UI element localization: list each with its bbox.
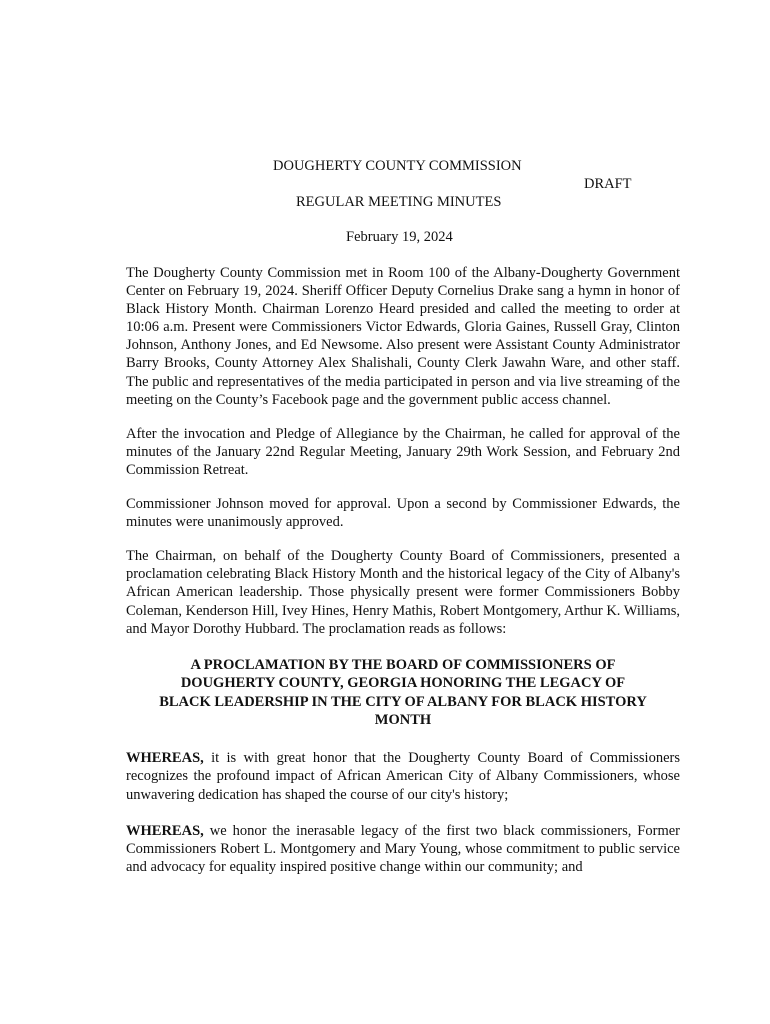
paragraph-approval: Commissioner Johnson moved for approval. Upon a second by Commissioner Edwards, the minutes were unanimously approved.: [126, 496, 680, 531]
whereas-clause: [126, 822, 680, 876]
paragraph-invocation: After the invocation and Pledge of Allegiance by the Chairman, he called for approval of the minutes of the January 22nd Regular Meeting, January 29th Work Session, and February 2nd Commission Retreat.: [126, 425, 680, 478]
paragraph-proclamation-intro: The Chairman, on behalf of the Dougherty County Board of Commissioners, presented a proclamation celebrating Black History Month and the historical legacy of the City of Albany's African American leadership. Those physically present were former Commissioners Bobby Coleman, Kenderson Hill, Ivey Hines, Henry Mathis, Robert Montgomery, Arthur K. Williams, and Mayor Dorothy Hubbard. The proclamation reads as follows:: [126, 548, 680, 637]
whereas-text: we honor the inerasable legacy of the first two black commissioners, Former Commissioners Robert L. Montgomery and Mary Young, whose commitment to public service and advocacy for equality inspired positive change within our community; and: [126, 822, 680, 875]
whereas-keyword: WHEREAS,: [126, 750, 204, 767]
document-title: DOUGHERTY COUNTY COMMISSION: [273, 158, 522, 174]
whereas-text: it is with great honor that the Dougherty County Board of Commissioners recognizes the profound impact of African American City of Albany Commissioners, whose unwavering dedication has shaped the course of our city's history;: [126, 750, 680, 803]
paragraph-attendance: The Dougherty County Commission met in Room 100 of the Albany-Dougherty Government Center on February 19, 2024. Sheriff Officer Deputy Cornelius Drake sang a hymn in honor of Black History Month. Chairman Lorenzo Heard presided and called the meeting to order at 10:06 a.m. Present were Commissioners Victor Edwards, Gloria Gaines, Russell Gray, Clinton Johnson, Anthony Jones, and Ed Newsome. Also present were Assistant County Administrator Barry Brooks, County Attorney Alex Shalishali, County Clerk Jawahn Ware, and other staff. The public and representatives of the media participated in person and via live streaming of the meeting on the County’s Facebook page and the government public access channel.: [126, 265, 680, 408]
proclamation-title: A PROCLAMATION BY THE BOARD OF COMMISSIONERS OF DOUGHERTY COUNTY, GEORGIA HONORING THE LEGACY OF BLACK LEADERSHIP IN THE CITY OF ALBANY FOR BLACK HISTORY MONTH: [159, 656, 647, 728]
document-body: [126, 264, 680, 894]
meeting-date: February 19, 2024: [346, 229, 453, 245]
whereas-clause: [126, 749, 680, 803]
document-subtitle: REGULAR MEETING MINUTES: [296, 194, 502, 210]
draft-label: DRAFT: [584, 176, 632, 192]
whereas-keyword: WHEREAS,: [126, 822, 204, 839]
